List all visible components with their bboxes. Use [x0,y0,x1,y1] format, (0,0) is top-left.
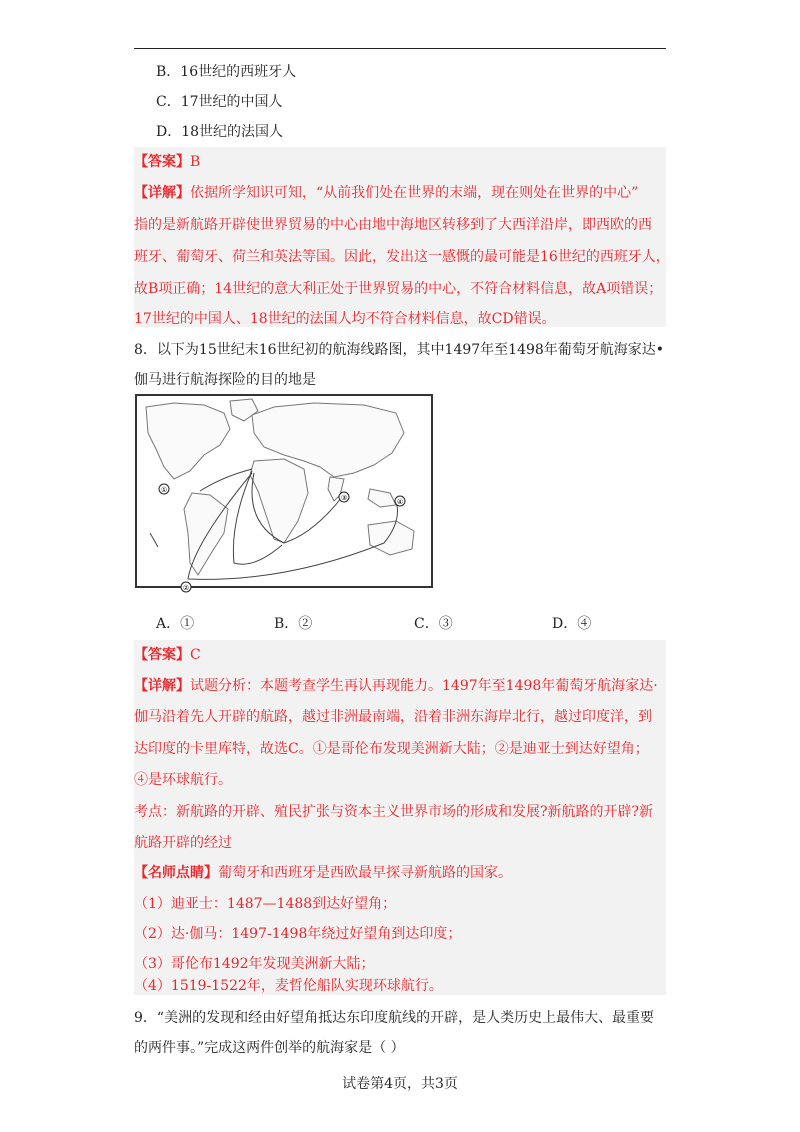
q8-tip-text: 葡萄牙和西班牙是西欧最早探寻新航路的国家。 [218,865,512,881]
q8-answer-tag: 【答案】 [134,647,190,663]
q8-choice-a: A．① [156,616,195,632]
map-marker-2-label: ② [182,584,190,592]
q8-detail-text-1: 试题分析：本题考查学生再认再现能力。1497年至1498年葡萄牙航海家达· [190,678,658,694]
q9-stem-line-1: 9．“美洲的发现和经由好望角抵达东印度航线的开辟，是人类历史上最伟大、最重要 [134,1010,655,1026]
map-marker-3-label: ③ [340,494,348,502]
q8-tip-item-2: （2）达·伽马：1497-1498年绕过好望角到达印度； [134,926,462,942]
q8-stem-line-1: 8．以下为15世纪末16世纪初的航海线路图，其中1497年至1498年葡萄牙航海家达• [134,342,665,358]
voyage-route-map [134,393,434,601]
q7-option-c: C．17世纪的中国人 [156,94,283,110]
q8-detail-line-3: 达印度的卡里库特，故选C。①是哥伦布发现美洲新大陆；②是迪亚士到达好望角； [134,741,649,757]
top-rule [134,48,666,49]
q8-kaodian-line-1: 考点：新航路的开辟、殖民扩张与资本主义世界市场的形成和发展?新航路的开辟?新 [134,804,654,820]
q8-detail-line-4: ④是环球航行。 [134,772,232,788]
q7-detail-text-1: 依据所学知识可知，“从前我们处在世界的末端，现在则处在世界的中心” [190,185,639,201]
q8-detail-line-1 [134,676,658,696]
q8-tip-item-1: （1）迪亚士：1487—1488到达好望角； [134,896,397,912]
q7-detail-line-3: 班牙、葡萄牙、荷兰和英法等国。因此，发出这一感慨的最可能是16世纪的西班牙人， [134,249,670,265]
q8-detail-tag: 【详解】 [134,678,190,694]
q7-option-d: D．18世纪的法国人 [156,124,284,140]
q8-detail-line-2: 伽马沿着先人开辟的航路，越过非洲最南端，沿着非洲东海岸北行，越过印度洋，到 [134,709,652,725]
q9-stem-line-2: 的两件事。”完成这两件创举的航海家是（ ） [134,1040,405,1056]
q7-answer-line [134,152,200,172]
page-footer: 试卷第4页，共3页 [342,1076,458,1092]
map-marker-1-label: ① [160,486,168,494]
map-marker-4-label: ④ [396,498,404,506]
q7-detail-line-2: 指的是新航路开辟使世界贸易的中心由地中海地区转移到了大西洋沿岸，即西欧的西 [134,217,652,233]
q8-choice-b: B．② [274,616,313,632]
q8-stem-line-2: 伽马进行航海探险的目的地是 [134,372,316,388]
q8-choice-c: C．③ [414,616,453,632]
q7-answer-tag: 【答案】 [134,154,190,170]
q7-answer-value: B [190,154,201,170]
q7-detail-line-5: 17世纪的中国人、18世纪的法国人均不符合材料信息，故CD错误。 [134,311,556,327]
q7-detail-line-4: 故B项正确；14世纪的意大利正处于世界贸易的中心，不符合材料信息，故A项错误； [134,281,663,297]
q8-answer-value: C [190,647,201,663]
q7-option-b: B．16世纪的西班牙人 [156,64,297,80]
q8-tip-item-4: （4）1519-1522年，麦哲伦船队实现环球航行。 [134,978,443,994]
q7-detail-line-1 [134,183,638,203]
q8-answer-line [134,645,201,665]
q7-answer-box [134,147,666,327]
q8-kaodian-line-2: 航路开辟的经过 [134,835,232,851]
q8-tip-item-3: （3）哥伦布1492年发现美洲新大陆； [134,956,375,972]
q8-tip-tag: 【名师点睛】 [134,865,218,881]
q8-tip-line [134,863,512,883]
q8-choice-d: D．④ [552,616,592,632]
q7-detail-tag: 【详解】 [134,185,190,201]
